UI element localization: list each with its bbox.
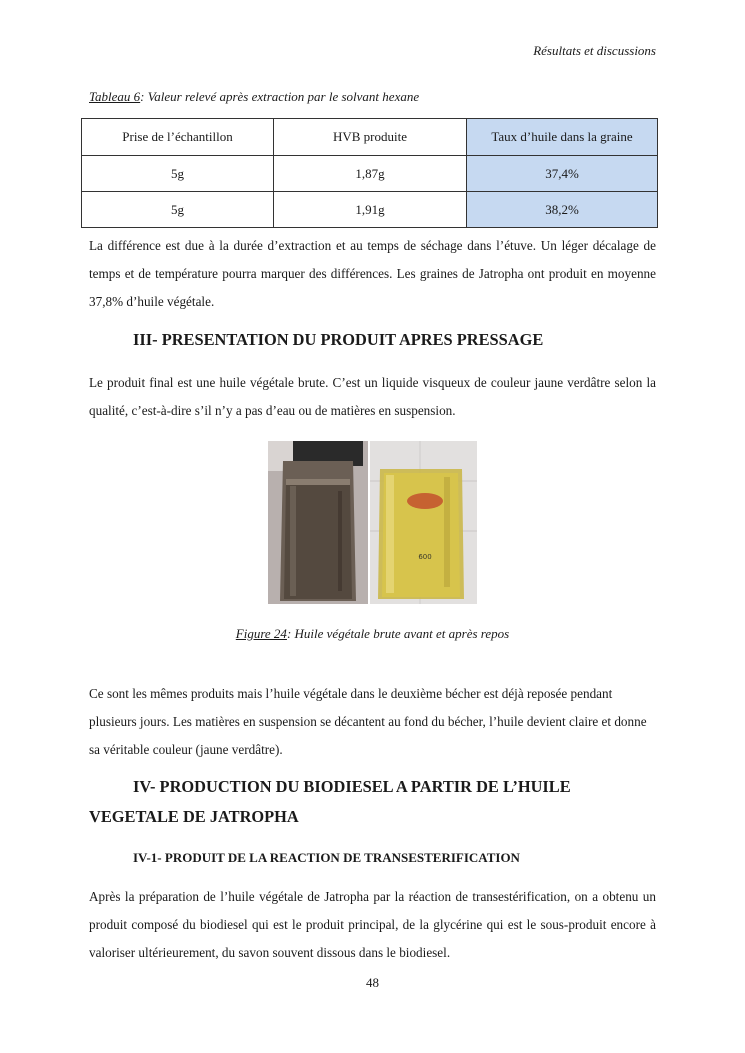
figure-caption-label: Figure 24 [235, 626, 287, 641]
figure-photo [268, 441, 477, 604]
table-row [82, 192, 658, 228]
beaker-marking: 600 [418, 553, 432, 561]
beaker-after-photo [370, 441, 477, 604]
beaker-before-photo [268, 441, 368, 604]
table-cell: 1,87g [274, 156, 467, 192]
figure-caption [0, 626, 745, 642]
table-header-cell: Prise de l’échantillon [82, 119, 274, 156]
table-cell: 1,91g [274, 192, 467, 228]
table-caption [89, 89, 419, 105]
paragraph-transesterification: Après la préparation de l’huile végétale de Jatropha par la réaction de transestérification, on a obtenu un produit composé du biodiesel qui est le produit principal, de la glycérine qui est le sous-produit encore à valoriser ultérieurement, du savon souvent dissous dans le biodiesel. [89, 889, 656, 960]
section-3-heading: III- PRESENTATION DU PRODUIT APRES PRESSAGE [133, 330, 544, 349]
running-header: Résultats et discussions [533, 43, 656, 58]
table-cell: 5g [82, 192, 274, 228]
paragraph-difference: La différence est due à la durée d’extraction et au temps de séchage dans l’étuve. Un léger décalage de temps et de température pourra marquer des différences. Les graines de Jatropha ont produit en moyenne 37,8% d’huile végétale. [89, 238, 656, 309]
paragraph-product-final: Le produit final est une huile végétale brute. C’est un liquide visqueux de couleur jaune verdâtre selon la qualité, c’est-à-dire s’il n’y a pas d’eau ou de matières en suspension. [89, 375, 656, 418]
section-4-heading-line2: VEGETALE DE JATROPHA [89, 807, 299, 826]
table-row [82, 156, 658, 192]
extraction-table [81, 118, 658, 228]
table-cell: 5g [82, 156, 274, 192]
table-cell: 38,2% [467, 192, 658, 228]
table-cell: 37,4% [467, 156, 658, 192]
subsection-4-1-heading: IV-1- PRODUIT DE LA REACTION DE TRANSESTERIFICATION [133, 850, 520, 865]
page-number: 48 [366, 975, 379, 990]
table-header-cell: Taux d’huile dans la graine [467, 119, 658, 156]
table-header-cell: HVB produite [274, 119, 467, 156]
table-caption-label: Tableau 6 [89, 89, 141, 104]
table-header-row [82, 119, 658, 156]
table-caption-text: : Valeur relevé après extraction par le solvant hexane [140, 89, 420, 104]
paragraph-same-products: Ce sont les mêmes produits mais l’huile végétale dans le deuxième bécher est déjà reposée pendant plusieurs jours. Les matières en suspension se décantent au fond du bécher, l’huile devient claire et donne sa véritable couleur (jaune verdâtre). [89, 686, 647, 757]
section-4-heading-line1: IV- PRODUCTION DU BIODIESEL A PARTIR DE L’HUILE [133, 777, 571, 796]
figure-caption-text: : Huile végétale brute avant et après repos [286, 626, 510, 641]
